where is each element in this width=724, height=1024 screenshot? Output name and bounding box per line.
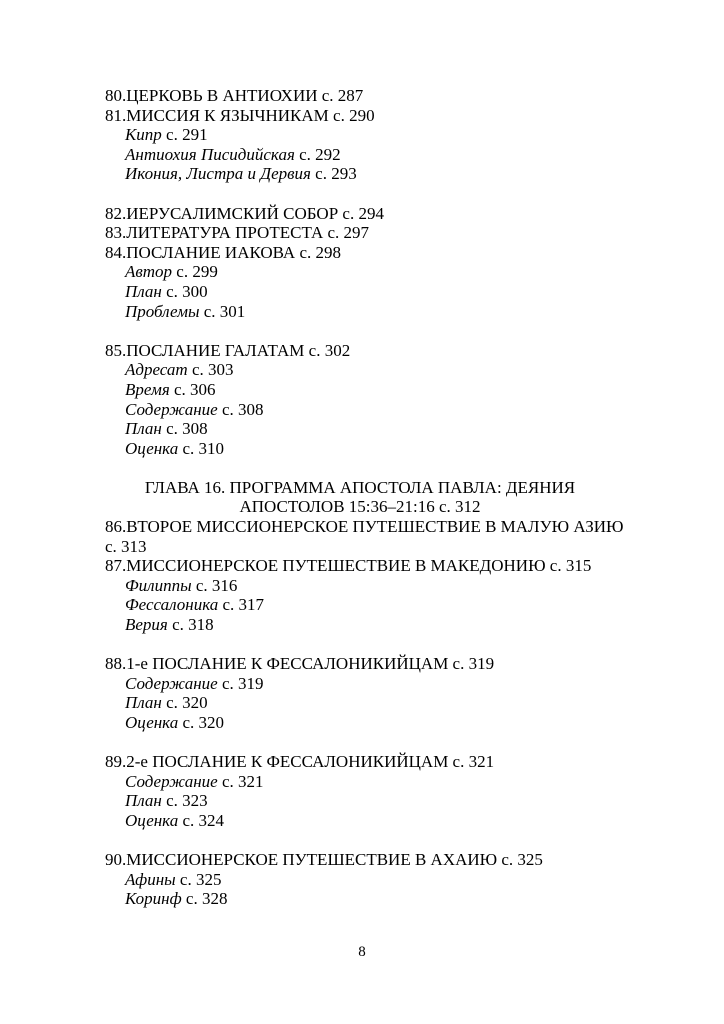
subentry-page: с. 300 (161, 281, 208, 301)
subentry-page: с. 308 (161, 419, 208, 439)
subentry-title: Автор (125, 262, 173, 282)
toc-subentry (105, 595, 625, 615)
toc-subentry (105, 262, 625, 282)
toc-subentry (105, 380, 625, 400)
subentry-page: с. 320 (178, 713, 225, 732)
subentry-title: Содержание (125, 673, 218, 693)
subentry-title: Икония, Листра и Дервия (125, 164, 311, 184)
toc-subentry (105, 576, 625, 596)
subentry-title: План (125, 419, 162, 439)
chapter-heading: ГЛАВА 16. ПРОГРАММА АПОСТОЛА ПАВЛА: ДЕЯНИЯ АПОСТОЛОВ 15:36–21:16 с. 312 (144, 477, 576, 517)
toc-entry: 86.ВТОРОЕ МИССИОНЕРСКОЕ ПУТЕШЕСТВИЕ В МАЛУЮ АЗИЮ с. 313 (105, 517, 624, 556)
subentry-title: Коринф (125, 889, 182, 909)
subentry-page: с. 291 (161, 125, 208, 145)
subentry-page: с. 323 (161, 791, 208, 811)
toc-subentry (105, 419, 625, 439)
subentry-title: Фессалоника (125, 595, 219, 615)
subentry-title: Адресат (125, 360, 188, 380)
section-gap (105, 321, 625, 341)
toc-section (105, 184, 625, 321)
toc-section (105, 635, 625, 733)
toc-subentry (105, 693, 625, 713)
toc-entry: 90.МИССИОНЕРСКОЕ ПУТЕШЕСТВИЕ В АХАИЮ с. 325 (105, 850, 543, 870)
toc-subentry (105, 889, 625, 909)
subentry-title: Верия (125, 615, 168, 635)
subentry-page: с. 320 (161, 693, 208, 713)
toc-section (105, 458, 625, 634)
toc-subentry (105, 125, 625, 145)
subentry-title: План (125, 693, 162, 713)
toc-section (105, 733, 625, 831)
toc-entry: 82.ИЕРУСАЛИМСКИЙ СОБОР с. 294 (105, 203, 384, 223)
toc-subentry (105, 811, 625, 831)
toc-subentry (105, 772, 625, 792)
toc-section (105, 831, 625, 909)
subentry-title: Проблемы (125, 301, 200, 321)
subentry-title: Филиппы (125, 575, 192, 595)
toc-subentry (105, 713, 625, 733)
subentry-page: с. 316 (191, 575, 238, 595)
toc-subentry (105, 145, 625, 165)
subentry-title: Содержание (125, 399, 218, 419)
subentry-title: Оценка (125, 713, 179, 732)
subentry-page: с. 321 (217, 771, 264, 791)
subentry-title: План (125, 281, 162, 301)
toc-subentry (105, 615, 625, 635)
subentry-title: Оценка (125, 810, 179, 830)
toc-subentry (105, 302, 625, 322)
subentry-page: с. 317 (218, 595, 265, 615)
toc-subentry (105, 400, 625, 420)
toc-entry: 83.ЛИТЕРАТУРА ПРОТЕСТА с. 297 (105, 223, 370, 243)
subentry-page: с. 292 (294, 144, 341, 164)
toc-subentry (105, 282, 625, 302)
subentry-page: с. 301 (199, 301, 246, 321)
toc-subentry (105, 360, 625, 380)
toc-subentry (105, 791, 625, 811)
subentry-title: Афины (125, 869, 176, 889)
subentry-page: с. 319 (217, 673, 264, 693)
subentry-title: План (125, 791, 162, 811)
subentry-title: Кипр (125, 125, 162, 145)
toc-subentry (105, 870, 625, 890)
toc-entry: 85.ПОСЛАНИЕ ГАЛАТАМ с. 302 (105, 340, 351, 360)
table-of-contents (105, 86, 625, 909)
subentry-page: с. 306 (169, 379, 216, 399)
subentry-page: с. 303 (187, 360, 234, 380)
toc-subentry (105, 164, 625, 184)
subentry-page: с. 325 (175, 869, 222, 889)
toc-section (105, 321, 625, 458)
subentry-page: с. 308 (217, 399, 264, 419)
toc-entry: 80.ЦЕРКОВЬ В АНТИОХИИ с. 287 (105, 86, 364, 105)
subentry-title: Содержание (125, 771, 218, 791)
subentry-page: с. 324 (178, 810, 225, 830)
page-number: 8 (358, 944, 366, 960)
subentry-page: с. 310 (178, 438, 225, 458)
toc-subentry (105, 674, 625, 694)
subentry-title: Антиохия Писидийская (125, 144, 295, 164)
toc-entry: 81.МИССИЯ К ЯЗЫЧНИКАМ с. 290 (105, 105, 375, 125)
subentry-title: Оценка (125, 438, 179, 458)
toc-entry: 89.2-е ПОСЛАНИЕ К ФЕССАЛОНИКИЙЦАМ с. 321 (105, 752, 495, 772)
subentry-title: Время (125, 379, 170, 399)
toc-subentry (105, 439, 625, 459)
subentry-page: с. 293 (310, 164, 357, 184)
subentry-page: с. 299 (172, 262, 218, 282)
section-gap (105, 184, 625, 204)
section-gap (105, 635, 625, 655)
section-gap (105, 831, 625, 851)
section-gap (105, 458, 625, 478)
subentry-page: с. 318 (167, 615, 214, 635)
toc-entry: 88.1-е ПОСЛАНИЕ К ФЕССАЛОНИКИЙЦАМ с. 319 (105, 654, 495, 674)
toc-section (105, 86, 625, 184)
toc-entry: 84.ПОСЛАНИЕ ИАКОВА с. 298 (105, 242, 342, 262)
section-gap (105, 733, 625, 753)
subentry-page: с. 328 (181, 889, 228, 909)
toc-entry: 87.МИССИОНЕРСКОЕ ПУТЕШЕСТВИЕ В МАКЕДОНИЮ с. 315 (105, 556, 592, 576)
